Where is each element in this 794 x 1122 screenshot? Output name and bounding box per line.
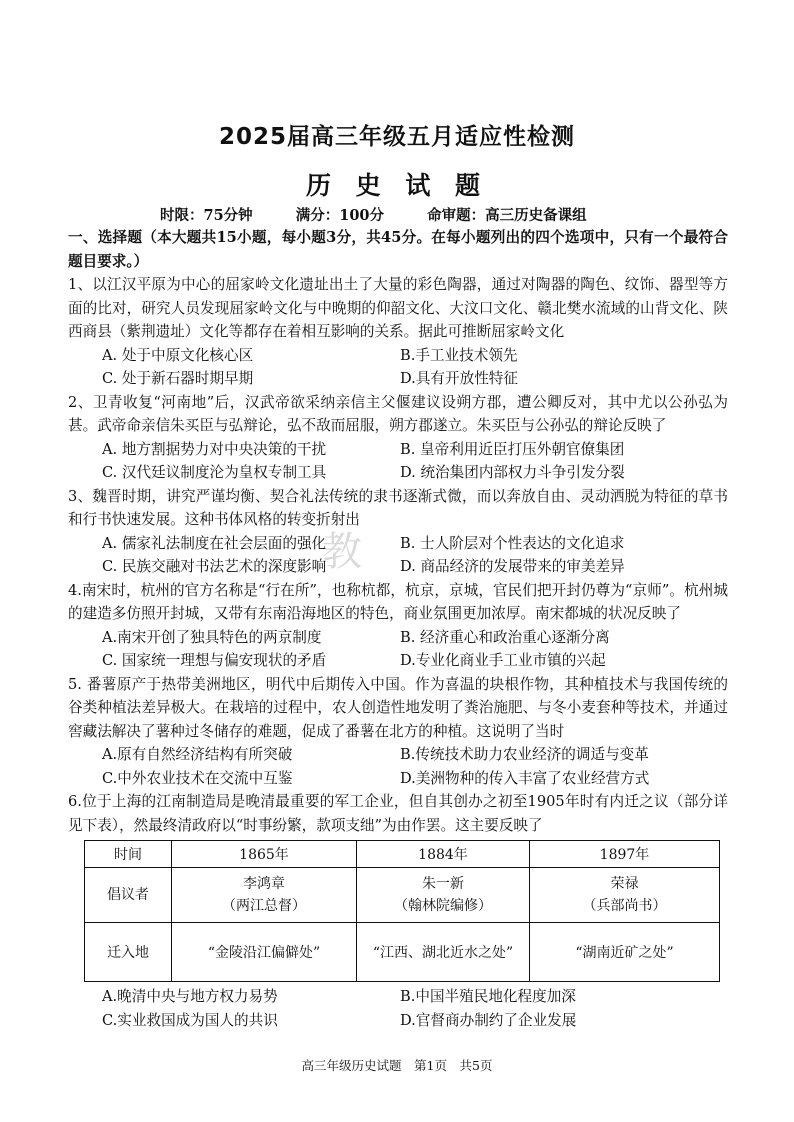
option-a: A. 儒家礼法制度在社会层面的强化: [102, 534, 327, 552]
proposer-title: （翰林院编修）: [394, 898, 492, 914]
option-d: D.美洲物种的传入丰富了农业经营方式: [400, 769, 650, 787]
question-stem: 1、以江汉平原为中心的屈家岭文化遗址出土了大量的彩色陶器，通过对陶器的陶色、纹饰、器型等方面的比对，研究人员发现屈家岭文化与中晚期的仰韶文化、大汶口文化、赣北樊水流域的山背文化、陕西商县（紫荆遗址）文化等都存在着相互影响的关系。据此可推断屈家岭文化: [68, 276, 728, 340]
proposer-title: （两江总督）: [222, 898, 306, 914]
cell-proposer: [172, 868, 357, 923]
question-stem: 3、魏晋时期，讲究严谨均衡、契合礼法传统的隶书逐渐式微，而以奔放自由、灵动洒脱为特征的草书和行书快速发展。这种书体风格的转变折射出: [68, 487, 728, 528]
setter: 命审题：高三历史备课组: [427, 207, 587, 224]
row-label-destination: 迁入地: [85, 923, 172, 982]
cell-destination: “湖南近矿之处”: [530, 923, 720, 982]
option-c: C. 处于新石器时期早期: [102, 370, 254, 387]
question-area: [68, 226, 728, 1032]
options: [102, 344, 728, 391]
options: [102, 532, 728, 579]
time-limit: 时限：75分钟: [160, 207, 253, 224]
option-d: D.具有开放性特征: [400, 370, 518, 387]
cell-proposer: [530, 868, 720, 923]
relocation-table-wrap: [84, 840, 728, 982]
option-d: D. 统治集团内部权力斗争引发分裂: [400, 464, 625, 481]
option-b: B. 士人阶层对个性表达的文化追求: [400, 534, 625, 552]
option-b: B. 皇帝利用近臣打压外朝官僚集团: [400, 440, 625, 458]
page-footer: 高三年级历史试题 第1页 共5页: [301, 1058, 493, 1073]
option-d: D.专业化商业手工业市镇的兴起: [400, 652, 606, 669]
cell-destination: “金陵沿江偏僻处”: [172, 923, 357, 982]
table-row: [85, 868, 720, 923]
option-d: D. 商品经济的发展带来的审美差异: [400, 558, 625, 575]
proposer-name: 李鸿章: [243, 876, 285, 892]
row-label-proposer: 倡议者: [85, 868, 172, 923]
question-stem: 4.南宋时，杭州的官方名称是“行在所”，也称杭都，杭京，京城，官民们把开封仍尊为“京师”。杭州城的建造多仿照开封城，又带有东南沿海地区的特色，商业氛围更加浓厚。南宋都城的状况反映了: [68, 581, 728, 622]
row-label-time: 时间: [85, 841, 172, 868]
exam-meta: [160, 204, 625, 225]
watermark: 教: [322, 529, 362, 575]
cell-year: 1865年: [172, 841, 357, 868]
subject-title: 历 史 试 题: [305, 171, 489, 200]
proposer-title: （兵部尚书）: [582, 898, 667, 914]
relocation-table: [84, 840, 720, 982]
cell-year: 1897年: [530, 841, 720, 868]
option-c: C.中外农业技术在交流中互鉴: [102, 769, 293, 787]
options: [102, 626, 728, 673]
exam-title: 2025届高三年级五月适应性检测: [218, 124, 575, 150]
options: [102, 985, 728, 1032]
option-c: C. 国家统一理想与偏安现状的矛盾: [102, 652, 327, 669]
option-b: B. 经济重心和政治重心逐渐分离: [400, 628, 610, 646]
option-a: A.南宋开创了独具特色的两京制度: [102, 628, 322, 646]
option-a: A. 处于中原文化核心区: [102, 346, 254, 364]
cell-year: 1884年: [357, 841, 530, 868]
question-stem: 5. 番薯原产于热带美洲地区，明代中后期传入中国。作为喜温的块根作物，其种植技术与我国传统的谷类种植法差异极大。在栽培的过程中，农人创造性地发明了粪治施肥、与冬小麦套种等技术，并通过窖藏法解决了薯种过冬储存的难题，促成了番薯在北方的种植。这说明了当时: [68, 675, 728, 740]
section-heading: 一、选择题（本大题共15小题，每小题3分，共45分。在每小题列出的四个选项中，只有一个最符合题目要求。）: [68, 229, 728, 270]
option-a: A.晚清中央与地方权力易势: [102, 988, 278, 1005]
proposer-name: 荣禄: [610, 876, 639, 892]
option-c: C. 民族交融对书法艺术的深度影响: [102, 558, 327, 575]
table-row: [85, 923, 720, 982]
option-b: B.手工业技术领先: [400, 346, 518, 364]
options: [102, 438, 728, 485]
question-stem: 6.位于上海的江南制造局是晚清最重要的军工企业，但自其创办之初至1905年时有内迁之议（部分详见下表），然最终清政府以“时事纷繁，款项支绌”为由作罢。这主要反映了: [68, 793, 728, 834]
cell-destination: “江西、湖北近水之处”: [357, 923, 530, 982]
proposer-name: 朱一新: [422, 876, 464, 892]
question-stem: 2、卫青收复“河南地”后，汉武帝欲采纳亲信主父偃建议设朔方郡，遭公卿反对，其中尤以公孙弘为甚。武帝命亲信朱买臣与弘辩论，弘不敌而屈服，朔方郡遂立。朱买臣与公孙弘的辩论反映了: [68, 393, 728, 434]
table-row: [85, 841, 720, 868]
cell-proposer: [357, 868, 530, 923]
option-b: B.传统技术助力农业经济的调适与变革: [400, 746, 649, 763]
option-c: C. 汉代廷议制度沦为皇权专制工具: [102, 464, 327, 481]
option-b: B.中国半殖民地化程度加深: [400, 988, 576, 1005]
option-a: A. 地方割据势力对中央决策的干扰: [102, 440, 327, 458]
options: [102, 743, 728, 790]
full-score: 满分：100分: [295, 207, 385, 224]
option-d: D.官督商办制约了企业发展: [400, 1011, 577, 1029]
option-a: A.原有自然经济结构有所突破: [102, 746, 293, 763]
option-c: C.实业救国成为国人的共识: [102, 1011, 278, 1029]
